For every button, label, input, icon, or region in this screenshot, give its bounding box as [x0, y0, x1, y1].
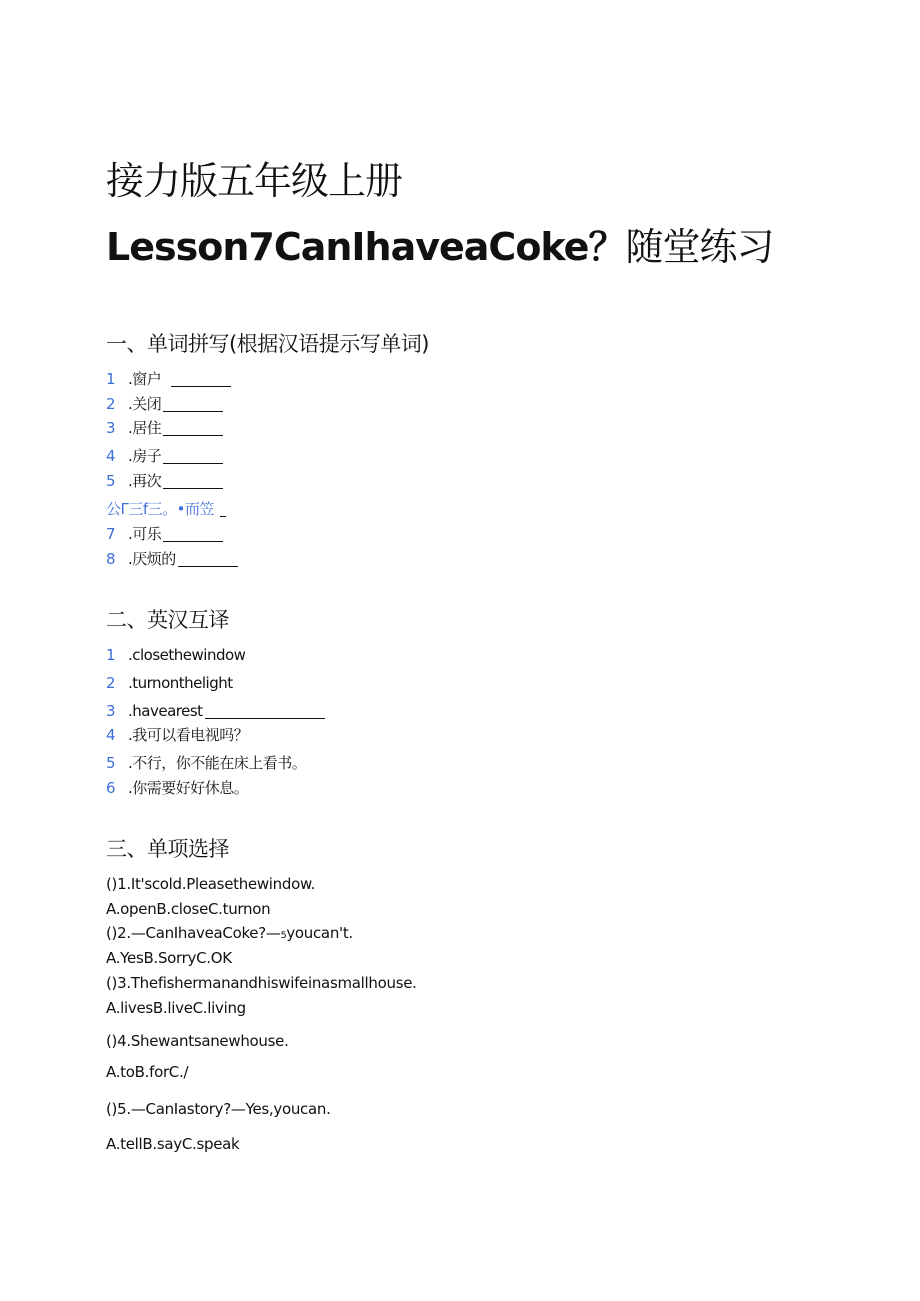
item-number: 4 [106, 726, 116, 744]
item-number: 8 [106, 550, 116, 568]
list-item [106, 471, 223, 491]
answer-blank[interactable] [178, 551, 238, 567]
item-number: 1 [106, 370, 116, 388]
item-text: .我可以看电视吗？ [128, 726, 249, 744]
item-number: 1 [106, 646, 116, 664]
answer-blank[interactable] [163, 448, 223, 464]
item-text: .居住 [128, 419, 162, 437]
list-item [106, 673, 233, 693]
item-text: .havearest [128, 702, 203, 720]
item-number: 5 [106, 754, 116, 772]
question-2: ()2.—CanIhaveaCoke?—₅youcan't. [106, 924, 353, 942]
list-item [106, 701, 325, 721]
list-item [106, 369, 231, 389]
item-text: .你需要好好休息。 [128, 779, 249, 797]
question-3-options: A.livesB.liveC.living [106, 999, 246, 1017]
list-item [106, 418, 223, 438]
list-item [106, 446, 223, 466]
item-text: .再次 [128, 472, 162, 490]
page-title-line-1: 接力版五年级上册 [106, 159, 403, 203]
question-1-options: A.openB.closeC.turnon [106, 900, 271, 918]
item-number: 4 [106, 447, 116, 465]
section-1-heading: 一、单词拼写(根据汉语提示写单词) [106, 332, 429, 356]
question-2-options: A.YesB.SorryC.OK [106, 949, 232, 967]
item-text: .不行，你不能在床上看书。 [128, 754, 307, 772]
item-text: .可乐 [128, 525, 162, 543]
item-text: .关闭 [128, 395, 162, 413]
item-number: 3 [106, 702, 116, 720]
item-number: 2 [106, 674, 116, 692]
title-english: Lesson7CanIhaveaCoke？ [106, 225, 626, 269]
answer-blank[interactable] [220, 501, 226, 517]
list-item [106, 778, 248, 798]
item-text: .turnonthelight [128, 674, 233, 692]
list-item [106, 549, 238, 569]
item-text: .窗户 [128, 370, 162, 388]
question-4: ()4.Shewantsanewhouse. [106, 1032, 289, 1050]
list-item [106, 394, 223, 414]
title-chinese: 随堂练习 [625, 225, 774, 269]
list-item [106, 645, 245, 665]
answer-blank[interactable] [163, 396, 223, 412]
list-item [106, 725, 248, 745]
question-3: ()3.Thefishermanandhiswifeinasmallhouse. [106, 974, 417, 992]
item-text-garbled: 公Γ三f三。•而笠 [106, 500, 214, 518]
list-item [106, 524, 223, 544]
item-number: 5 [106, 472, 116, 490]
question-1: ()1.It'scold.Pleasethewindow. [106, 875, 316, 893]
item-text: .厌烦的 [128, 550, 176, 568]
page-title-line-2 [106, 216, 773, 271]
question-5: ()5.—CanIastory?—Yes,youcan. [106, 1100, 331, 1118]
item-text: .房子 [128, 447, 162, 465]
question-4-options: A.toB.forC./ [106, 1063, 189, 1081]
item-number: 3 [106, 419, 116, 437]
list-item [106, 753, 306, 773]
answer-blank[interactable] [163, 526, 223, 542]
item-text: .closethewindow [128, 646, 246, 664]
list-item [106, 499, 226, 519]
item-number: 7 [106, 525, 116, 543]
answer-blank[interactable] [163, 473, 223, 489]
answer-blank[interactable] [171, 371, 231, 387]
item-number: 6 [106, 779, 116, 797]
answer-blank[interactable] [163, 420, 223, 436]
section-2-heading: 二、英汉互译 [106, 608, 229, 632]
section-3-heading: 三、单项选择 [106, 837, 229, 861]
answer-blank[interactable] [205, 703, 325, 719]
question-5-options: A.tellB.sayC.speak [106, 1135, 240, 1153]
item-number: 2 [106, 395, 116, 413]
